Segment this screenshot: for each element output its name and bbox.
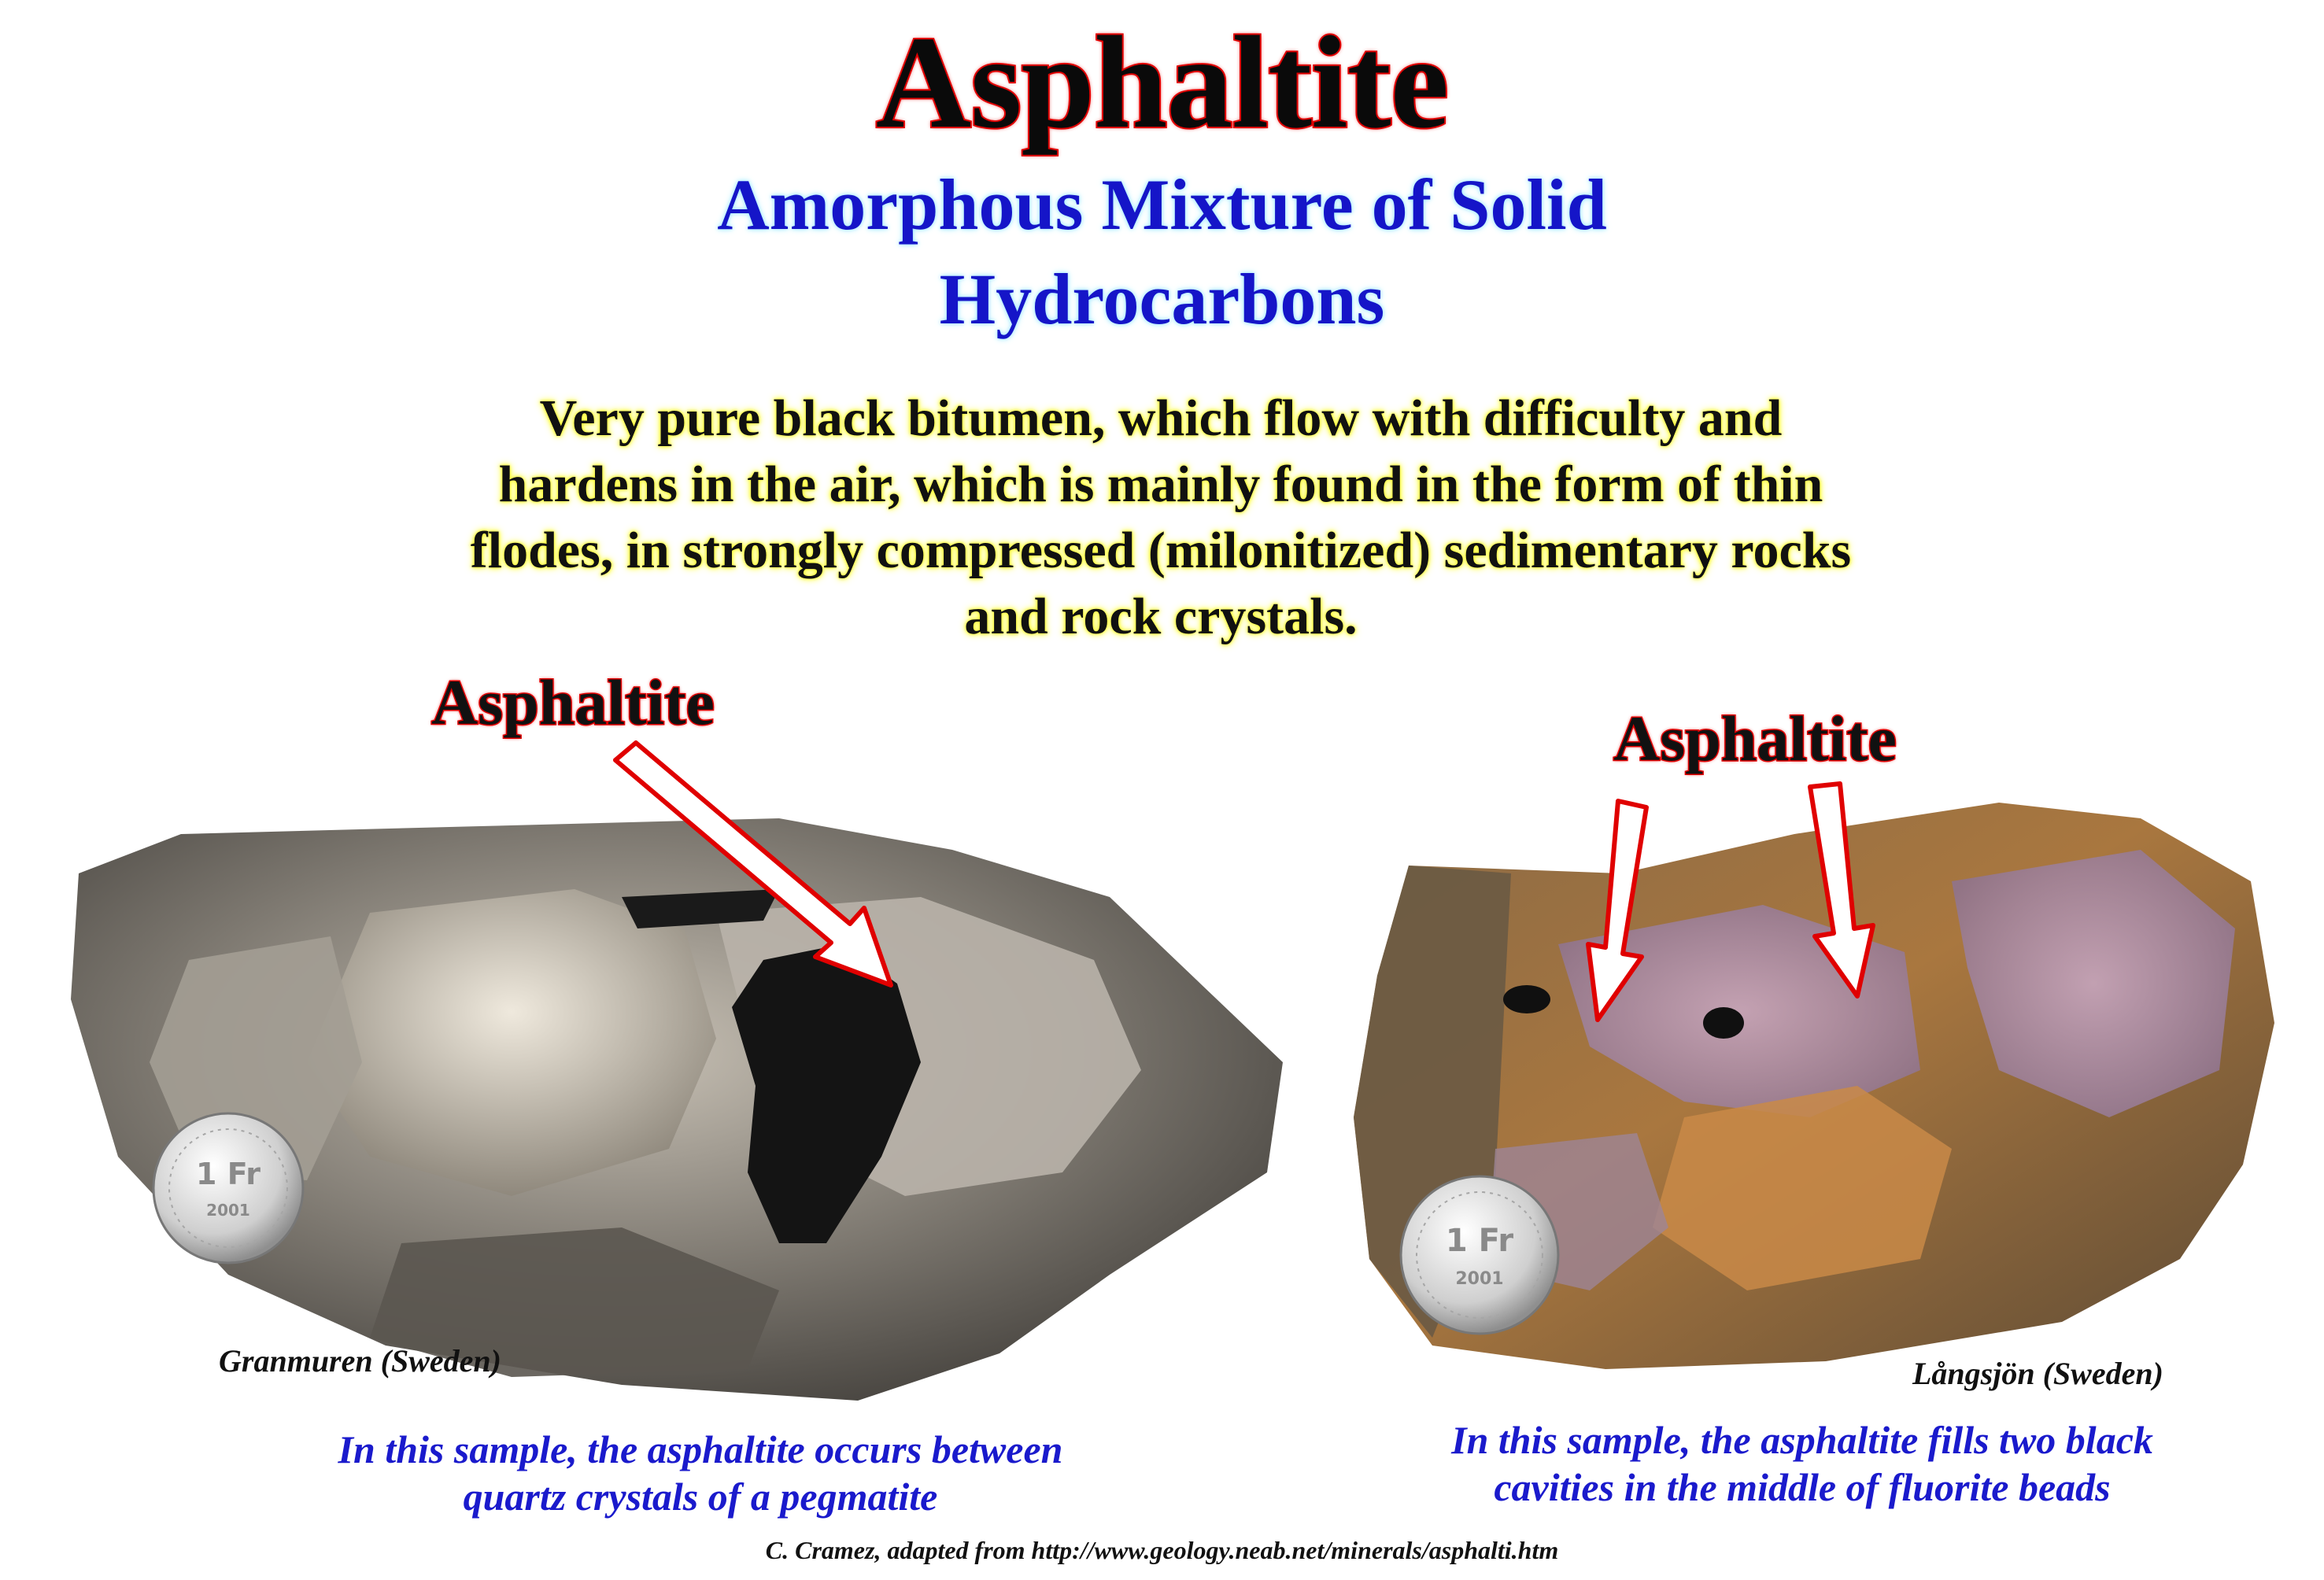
right-caption-line-2: cavities in the middle of fluorite beads <box>1494 1465 2111 1509</box>
right-asphaltite-label: Asphaltite <box>1613 703 1897 774</box>
left-caption-line-1: In this sample, the asphaltite occurs between <box>338 1427 1063 1471</box>
left-caption-line-2: quartz crystals of a pegmatite <box>463 1475 938 1519</box>
left-location-caption: Granmuren (Sweden) <box>219 1343 501 1379</box>
coin-value-text: 1 Fr <box>1445 1223 1514 1259</box>
subtitle-line-2: Hydrocarbons <box>939 259 1385 339</box>
arrow-icon <box>1810 784 1873 996</box>
right-location-caption: Långsjön (Sweden) <box>1912 1356 2163 1391</box>
right-sample-caption <box>1330 1416 2274 1511</box>
left-asphaltite-label: Asphaltite <box>431 666 715 738</box>
subtitle-line-1: Amorphous Mixture of Solid <box>717 164 1607 245</box>
description-line-3: flodes, in strongly compressed (milonitized) sedimentary rocks <box>470 522 1852 579</box>
description-line-1: Very pure black bitumen, which flow with difficulty and <box>539 389 1783 447</box>
arrow-icon <box>615 743 891 985</box>
page-title: Asphaltite <box>875 9 1449 156</box>
right-caption-line-1: In this sample, the asphaltite fills two black <box>1451 1418 2153 1462</box>
arrow-icon <box>1588 801 1646 1020</box>
coin-year-text: 2001 <box>206 1201 250 1220</box>
source-credit: C. Cramez, adapted from http://www.geology.neab.net/minerals/asphalti.htm <box>765 1536 1559 1564</box>
coin-value-text: 1 Fr <box>196 1157 260 1191</box>
left-sample-caption <box>228 1426 1173 1520</box>
coin-year-text: 2001 <box>1455 1269 1504 1289</box>
description-line-4: and rock crystals. <box>964 588 1358 645</box>
description-line-2: hardens in the air, which is mainly found in the form of thin <box>498 456 1823 513</box>
